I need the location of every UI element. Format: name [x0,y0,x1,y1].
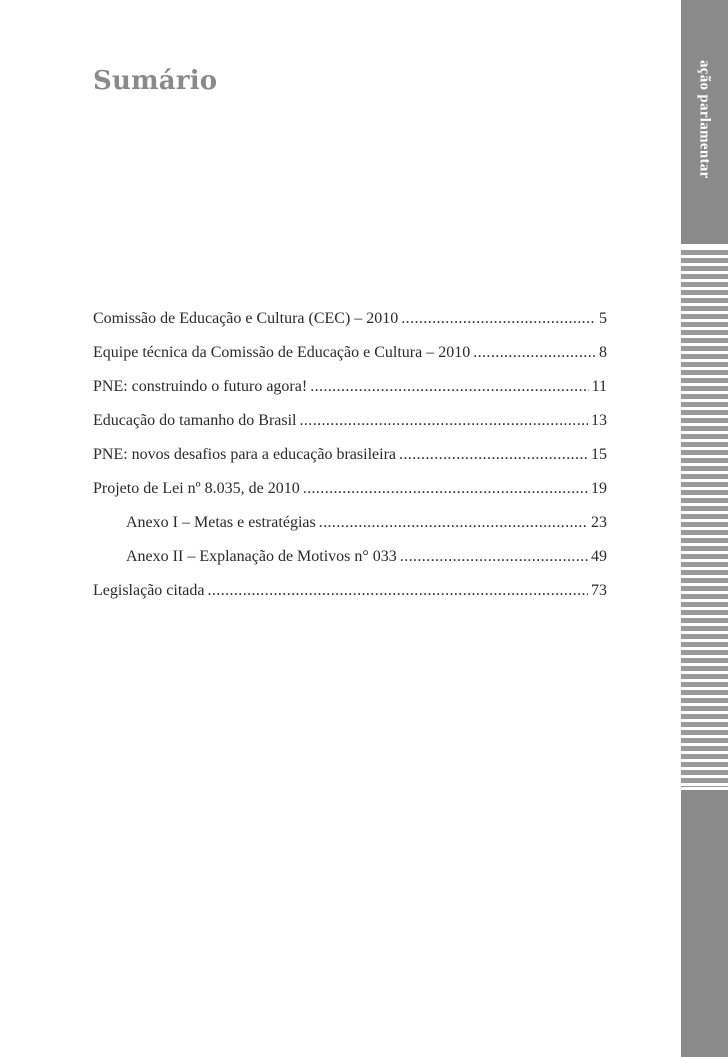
toc-entry-educacao-brasil[interactable] [93,412,607,446]
toc-entry-label: PNE: novos desafios para a educação brasileira [93,446,396,463]
toc-entry-page: 15 [591,446,607,463]
toc-entry-page: 11 [591,378,607,395]
toc-entry-page: 49 [591,548,607,565]
toc-entry-pne-desafios[interactable] [93,446,607,480]
toc-entry-page: 8 [599,344,607,361]
side-tab-label: ação parlamentar [696,60,713,179]
side-tab-bottom-block [681,790,728,1057]
dot-leader [401,310,596,328]
side-tab-stripes [681,250,728,787]
toc-entry-label: Legislação citada [93,582,205,599]
toc-entry-page: 23 [591,514,607,531]
toc-entry-anexo-ii[interactable] [93,548,607,582]
dot-leader [303,480,588,498]
toc-entry-label: PNE: construindo o futuro agora! [93,378,308,395]
dot-leader [208,582,589,600]
toc-entry-page: 19 [591,480,607,497]
toc-entry-page: 13 [591,412,607,429]
dot-leader [310,378,588,396]
toc-entry-label: Comissão de Educação e Cultura (CEC) – 2010 [93,310,399,327]
table-of-contents [93,310,607,616]
toc-entry-legislacao[interactable] [93,582,607,616]
toc-entry-label: Equipe técnica da Comissão de Educação e Cultura – 2010 [93,344,471,361]
toc-entry-cec[interactable] [93,310,607,344]
dot-leader [399,446,588,464]
side-tab-label-block [681,0,728,244]
toc-entry-label: Educação do tamanho do Brasil [93,412,297,429]
toc-entry-page: 73 [591,582,607,599]
dot-leader [300,412,589,430]
dot-leader [400,548,588,566]
toc-entry-label: Anexo I – Metas e estratégias [126,514,316,531]
toc-entry-page: 5 [599,310,607,327]
toc-entry-anexo-i[interactable] [93,514,607,548]
page-title: Sumário [93,66,218,96]
dot-leader [473,344,596,362]
toc-entry-pne-futuro[interactable] [93,378,607,412]
toc-entry-projeto-lei[interactable] [93,480,607,514]
toc-entry-label: Projeto de Lei nº 8.035, de 2010 [93,480,300,497]
dot-leader [319,514,588,532]
toc-entry-equipe-tecnica[interactable] [93,344,607,378]
toc-entry-label: Anexo II – Explanação de Motivos n° 033 [126,548,397,565]
side-tab [681,0,728,1057]
